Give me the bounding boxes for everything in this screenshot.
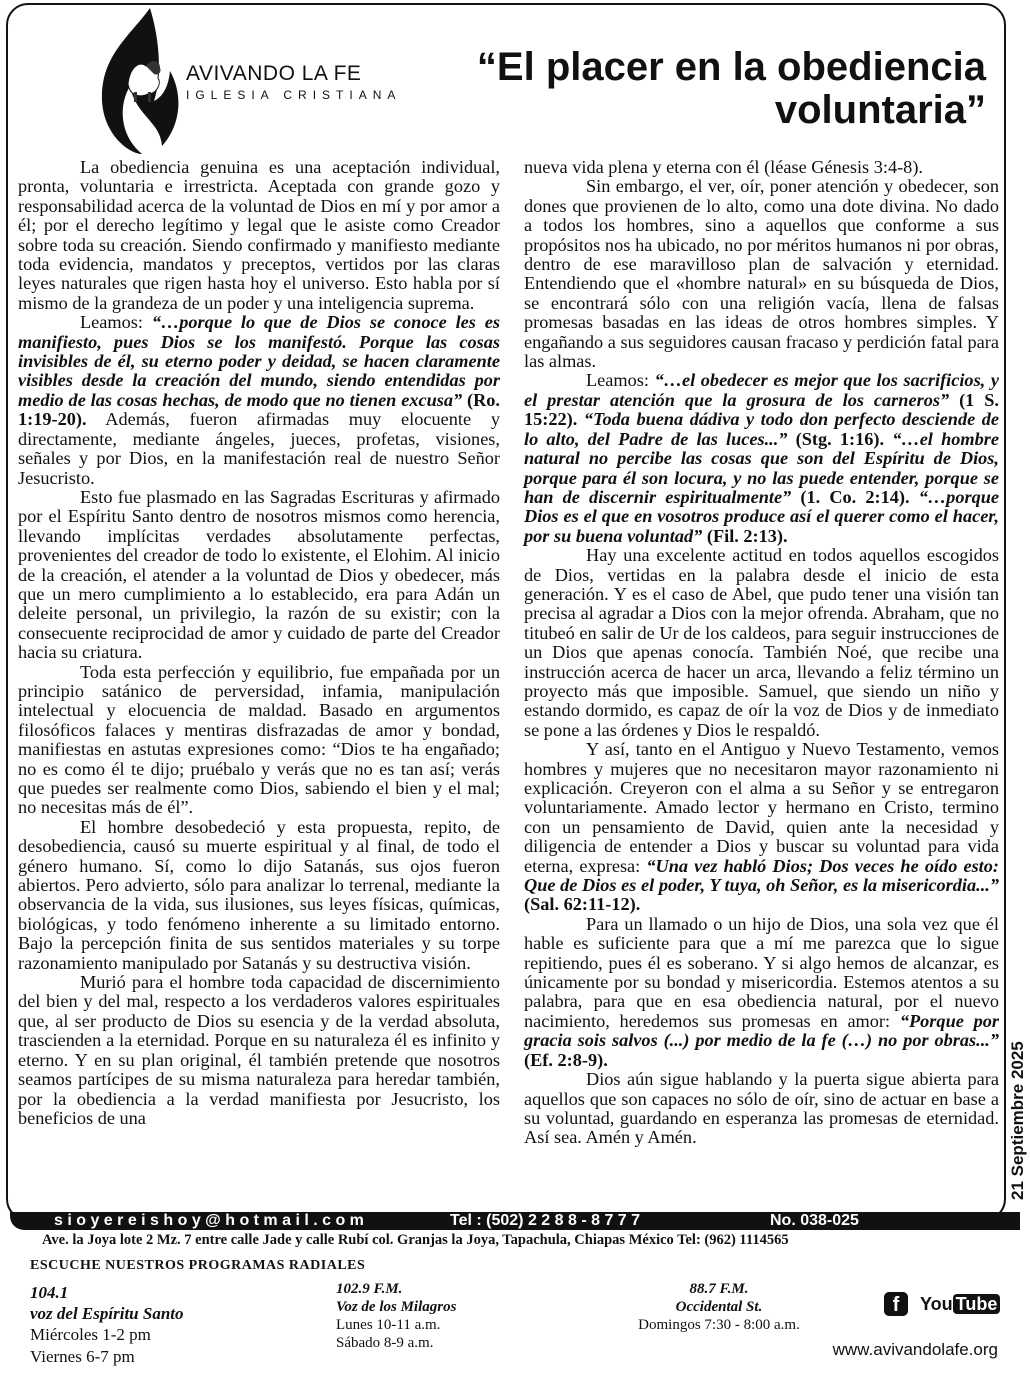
article-paragraph bbox=[18, 488, 500, 663]
facebook-icon[interactable]: f bbox=[884, 1292, 908, 1316]
address: Ave. la Joya lote 2 Mz. 7 entre calle Jade y calle Rubí col. Granjas la Joya, Tapachula, Chiapas México Tel: (962) 1114565 bbox=[42, 1232, 789, 1248]
article-paragraph bbox=[524, 546, 999, 740]
article-paragraph bbox=[524, 1070, 999, 1148]
scripture-text: “Una vez habló Dios; Dos veces he oído esto: Que de Dios es el poder, Y tuya, oh Señor, es la misericordia...” bbox=[524, 855, 999, 896]
email[interactable]: s i o y e r e i s h o y @ h o t m a i l . c o m bbox=[54, 1212, 364, 1229]
paragraph-text: Murió para el hombre toda capacidad de discernimiento del bien y del mal, respecto a los verdaderos valores espirituales que, al ser producto de Dios su esencia y de la verdad absoluta, trascienden a la eternidad. Porque en su naturaleza él es infinito y eterno. Y en su plan original, él también pretende que nosotros seamos partícipes de su misma naturaleza para heredar también, por la obediencia a la verdad manifiesta por Jesucristo, los beneficios de una bbox=[18, 972, 500, 1128]
brand-name: AVIVANDO LA FE bbox=[186, 62, 362, 85]
youtube-tube: Tube bbox=[953, 1294, 1001, 1314]
radio-header: ESCUCHE NUESTROS PROGRAMAS RADIALES bbox=[30, 1258, 366, 1273]
radio-program bbox=[624, 1280, 814, 1334]
contact-bar bbox=[10, 1212, 1020, 1230]
youtube-icon[interactable] bbox=[920, 1294, 1000, 1315]
radio-frequency: 88.7 F.M. bbox=[689, 1281, 749, 1297]
scripture-text: (Sal. 62:11-12). bbox=[524, 894, 641, 915]
paragraph-text: Esto fue plasmado en las Sagradas Escrituras y afirmado por el Espíritu Santo dentro de nosotros mismos como herencia, llevando implícitas verdades absolutamente perfectas, provenientes del creador de todo lo existente, el Elohim. Al inicio de la creación, el atender a la voluntad de Dios y obedecer, más que un mero cumplimiento a lo establecido, era para Adán un deleite personal, un privilegio, la razón de su existir; con la consecuente reciprocidad de amor y cuidado de parte del Creador hacia su criatura. bbox=[18, 486, 500, 663]
radio-frequency: 102.9 F.M. bbox=[336, 1281, 403, 1297]
scripture-text: “Porque por gracia sois salvos (...) por medio de la fe (…) no por obras...” bbox=[524, 1010, 999, 1051]
article-paragraph bbox=[18, 818, 500, 973]
radio-station: Occidental St. bbox=[675, 1299, 763, 1315]
article-paragraph bbox=[524, 177, 999, 371]
paragraph-text: Para un llamado o un hijo de Dios, una sola vez que él hable es suficiente para que a mí me parezca que lo sigue repitiendo, pues él es soberano. Y si algo hemos de alcanzar, es únicamente por su bondad y misericordia. Estemos atentos a su palabra, para que en esa obediencia natural, por el nuevo nacimiento, heredemos sus promesas en amor: bbox=[524, 913, 999, 1031]
brand-subtitle: IGLESIA CRISTIANA bbox=[186, 88, 402, 102]
article-column-right bbox=[524, 158, 999, 1148]
radio-schedule: Viernes 6-7 pm bbox=[30, 1347, 135, 1366]
radio-station: Voz de los Milagros bbox=[336, 1299, 457, 1315]
scripture-text: (1. Co. 2:14). bbox=[791, 486, 919, 507]
scripture-text: “…el obedecer es mejor que los sacrificios, y el prestar atención que la grosura de los carneros” bbox=[524, 370, 999, 410]
paragraph-text: Dios aún sigue hablando y la puerta sigue abierta para aquellos que son capaces no sólo de oír, sino de actuar en base a su voluntad, guardando en esperanza las promesas de eternidad. Así sea. Amén y Amén. bbox=[524, 1069, 999, 1148]
paragraph-text: Leamos: bbox=[586, 370, 655, 391]
radio-program bbox=[336, 1280, 456, 1352]
radio-schedule: Domingos 7:30 - 8:00 a.m. bbox=[638, 1317, 800, 1333]
article-paragraph bbox=[18, 313, 500, 488]
scripture-text: “Toda buena dádiva y todo don perfecto desciende de lo alto, del Padre de las luces...” bbox=[524, 409, 1000, 449]
youtube-you: You bbox=[920, 1293, 953, 1314]
paragraph-text: Sin embargo, el ver, oír, poner atención y obedecer, son dones que provienen de lo alto, como una dote divina. No dado a todos los hombres, sino a aquellos que conforme a sus propósitos nos ha ubicado, no por méritos humanos ni por obras, dentro de ese maravilloso plan de salvación y eternidad. Entendiendo que el «hombre natural» en su búsqueda de Dios, se encontrará sólo con una religión vacía, llena de falsas promesas basadas en las ideas de otros hombres simples. Y engañando a sus seguidores causan fracaso y perdición fatal para las almas. bbox=[524, 176, 999, 372]
radio-schedule: Sábado 8-9 a.m. bbox=[336, 1335, 434, 1351]
radio-frequency: 104.1 bbox=[30, 1283, 69, 1302]
article-paragraph bbox=[18, 158, 500, 313]
paragraph-text: Leamos: bbox=[80, 312, 152, 333]
paragraph-text: La obediencia genuina es una aceptación individual, pronta, voluntaria e irrestricta. Aceptada con grande gozo y responsabilidad acerca de la voluntad de Dios en mí y por amor a él; por el derecho legítimo y legal que le asiste como Creador sobre toda su creación. Siendo confirmado y manifiesto mediante toda evidencia, mandatos y preceptos, vertidos por las claras leyes naturales que rigen hasta hoy el universo. Esto habla por sí mismo de la grandeza de un poder y una inteligencia suprema. bbox=[18, 157, 500, 313]
paragraph-text: nueva vida plena y eterna con él (léase Génesis 3:4-8). bbox=[524, 157, 923, 177]
scripture-text: “…el hombre natural no percibe las cosas que son del Espíritu de Dios, porque para él son locura, y no las puede entender, porque se han de discernir espiritualmente” bbox=[524, 428, 999, 507]
issue-date: 21 Septiembre 2025 bbox=[1008, 1041, 1027, 1200]
paragraph-text: El hombre desobedeció y esta propuesta, repito, de desobediencia, causó su muerte espiritual y al final, de todo el género humano. Sí, como lo dijo Satanás, sus ojos fueron abiertos. Pero advierto, sólo para analizar lo terrenal, mediante la observancia de la vida, sus ilusiones, sus leyes físicas, químicas, biológicas, y todo fenómeno inherente a su limitado entorno. Bajo la percepción finita de sus sentidos materiales y su torpe razonamiento manipulado por Satanás y su destructiva visión. bbox=[18, 816, 500, 973]
article-paragraph bbox=[524, 371, 999, 546]
radio-schedule: Lunes 10-11 a.m. bbox=[336, 1317, 441, 1333]
scripture-text: “…porque lo que de Dios se conoce les es manifiesto, pues Dios se los manifestó. Porque las cosas invisibles de él, su eterno poder y deidad, se hacen claramente visibles desde la creación del mundo, siendo entendidas por medio de las cosas hechas, de modo que no tienen excusa” bbox=[18, 312, 500, 410]
issue-number: No. 038-025 bbox=[770, 1212, 859, 1229]
paragraph-text: Y así, tanto en el Antiguo y Nuevo Testamento, vemos hombres y mujeres que no necesitaron mayor razonamiento ni explicación. Creyeron con el alma a su Señor y se entregaron voluntariamente. Amado lector y hermano en Cristo, termino con un pensamiento de David, quien ante la necesidad y diligencia de entender a Dios y buscar su voluntad para vida eterna, expresa: bbox=[524, 739, 999, 876]
paragraph-text: Además, fueron afirmadas muy elocuente y directamente, mediante ángeles, jueces, profetas, visiones, señales y por Dios, en la manifestación real de nuestro Señor Jesucristo. bbox=[18, 409, 500, 488]
social-links bbox=[884, 1292, 1000, 1316]
radio-schedule: Miércoles 1-2 pm bbox=[30, 1325, 151, 1344]
phone: Tel : (502) 2 2 8 8 - 8 7 7 7 bbox=[450, 1212, 641, 1229]
scripture-text: “…porque Dios es el que en vosotros produce así el querer como el hacer, por su buena voluntad” bbox=[524, 486, 999, 546]
article-title: “El placer en la obediencia voluntaria” bbox=[476, 45, 986, 132]
website-link[interactable]: www.avivandolafe.org bbox=[832, 1340, 998, 1359]
scripture-text: (Ef. 2:8-9). bbox=[524, 1049, 608, 1070]
scripture-text: (Ro. 1:19-20). bbox=[18, 389, 500, 430]
radio-program bbox=[30, 1282, 184, 1368]
paragraph-text: Toda esta perfección y equilibrio, fue empañada por un principio satánico de perversidad, infamia, manipulación intelectual y elocuencia de maldad. Basado en argumentos filosóficos falaces y mentiras disfrazadas de amor y bondad, manifiestas en astutas expresiones como: “Dios te ha engañado; no es como él te dijo; pruébalo y verás que no es tan así; verás que puedes ser realmente como Dios, sabiendo el bien y el mal; no necesitas más de él”. bbox=[18, 661, 500, 818]
article-paragraph bbox=[524, 915, 999, 1070]
article-paragraph bbox=[524, 158, 999, 177]
article-paragraph bbox=[18, 663, 500, 818]
scripture-text: (Fil. 2:13). bbox=[702, 525, 788, 546]
radio-station: voz del Espíritu Santo bbox=[30, 1304, 184, 1323]
article-paragraph bbox=[18, 973, 500, 1128]
article-paragraph bbox=[524, 740, 999, 915]
scripture-text: (1 S. 15:22). bbox=[524, 389, 999, 430]
scripture-text: (Stg. 1:16). bbox=[787, 428, 893, 449]
flame-lamb-logo bbox=[90, 6, 186, 156]
paragraph-text: Hay una excelente actitud en todos aquellos escogidos de Dios, vertidas en la palabra desde el inicio de esta generación. Y es el caso de Abel, que pudo tener una visión tan precisa al agradar a Dios con la mejor ofrenda. Abraham, que no titubeó en salir de Ur de los caldeos, para seguir instrucciones de un Dios que apenas conocía. También Noé, que recibe una instrucción acerca de hacer un arca, llevando a feliz término un proyecto más que imposible. Samuel, que siendo un niño y estando dormido, es capaz de oír la voz de Dios y de inmediato se pone a las órdenes y Dios le respaldó. bbox=[524, 545, 999, 740]
article-column-left bbox=[18, 158, 500, 1128]
